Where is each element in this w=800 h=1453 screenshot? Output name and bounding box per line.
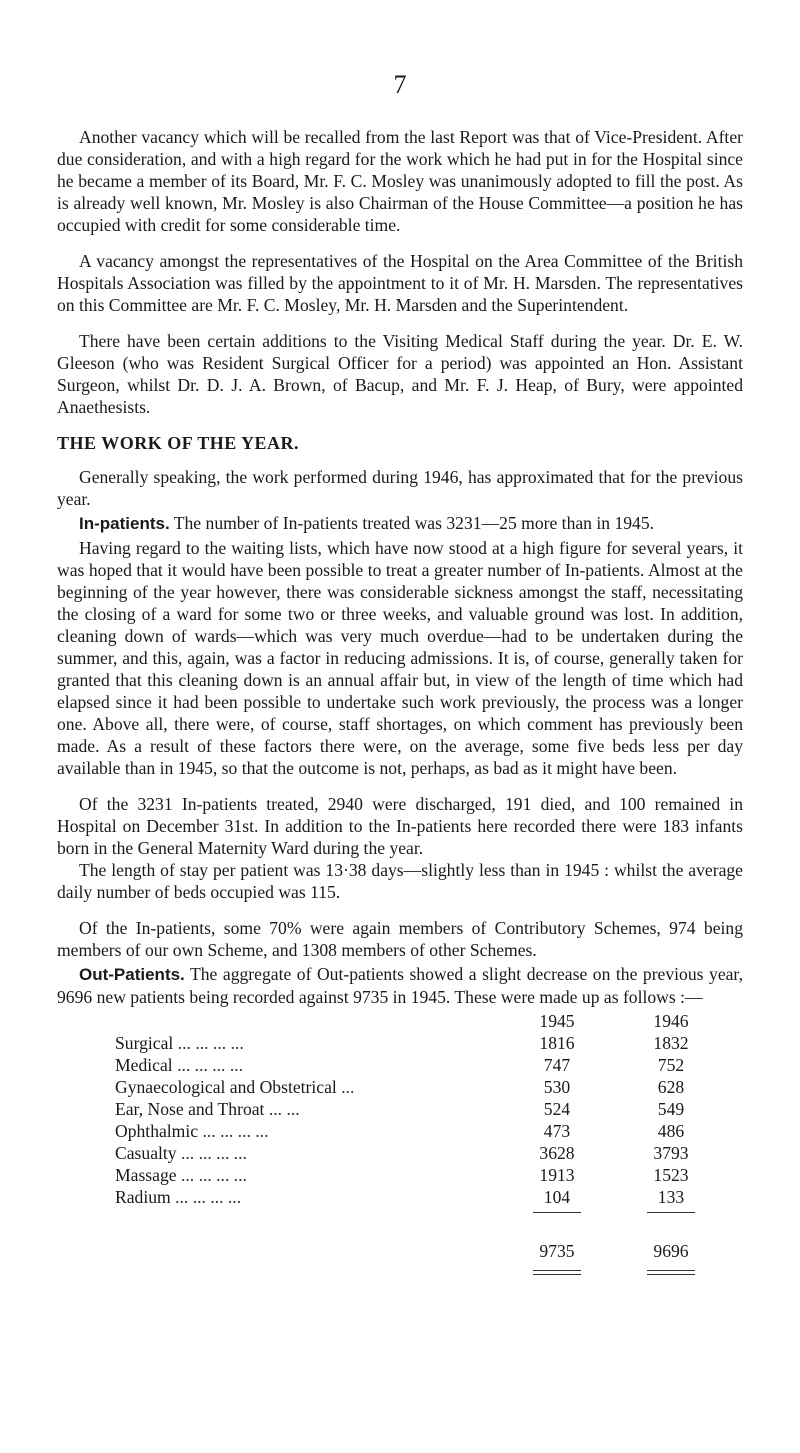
- paragraph-waiting-lists: Having regard to the waiting lists, which have now stood at a high figure for several years, it was hoped that it would have been possible to treat a greater number of In-patients. Almost at the beginning of the year however, there was considerable sickness amongst the staff, necessitating the closing of a ward for some two or three weeks, and valuable ground was lost. In addition, cleaning down of wards—which was very much overdue—had to be undertaken during the summer, and this, again, was a factor in reducing admissions. It is, of course, generally taken for granted that this cleaning down is an annual affair but, in view of the length of time which had elapsed since it had been possible to undertake such work previously, the process was a longer one. Above all, there were, of course, staff shortages, on which comment has previously been made. As a result of these factors there were, on the average, some five beds less per day available than in 1945, so that the outcome is not, perhaps, as bad as it might have been.: [57, 538, 743, 778]
- leader-dots: ... ... ... ...: [175, 1187, 242, 1207]
- row-label: Medical: [115, 1055, 173, 1075]
- total-rule-row: [115, 1208, 703, 1230]
- paragraph-inpatients: [57, 512, 743, 535]
- row-label: Surgical: [115, 1033, 174, 1053]
- value-1945: 747: [543, 1055, 571, 1075]
- value-1946: 1523: [653, 1165, 689, 1185]
- table-row: [115, 1120, 703, 1142]
- paragraph-general: Generally speaking, the work performed during 1946, has approximated that for the previous year.: [57, 467, 743, 509]
- value-1946: 133: [657, 1187, 685, 1207]
- column-header-1946: 1946: [653, 1011, 689, 1031]
- double-rule-row: [115, 1262, 703, 1284]
- leader-dots: ... ... ... ...: [177, 1055, 244, 1075]
- row-label: Ophthalmic: [115, 1121, 199, 1141]
- paragraph-discharged: Of the 3231 In-patients treated, 2940 were discharged, 191 died, and 100 remained in Hospital on December 31st. In addition to the In-patients here recorded there were 183 infants born in the General Maternity Ward during the year.: [57, 794, 743, 858]
- page-number: 7: [393, 70, 407, 99]
- value-1946: 3793: [653, 1143, 689, 1163]
- table-row: [115, 1076, 703, 1098]
- paragraph-medical-staff: There have been certain additions to the Visiting Medical Staff during the year. Dr. E. W. Gleeson (who was Resident Surgical Officer for a period) was appointed an Hon. Assistant Surgeon, whilst Dr. D. J. A. Brown, of Bacup, and Mr. F. J. Heap, of Bury, were appointed Anaethesists.: [57, 331, 743, 417]
- report-body: [57, 126, 743, 1284]
- leader-dots: ... ... ... ...: [202, 1121, 269, 1141]
- value-1945: 3628: [539, 1143, 575, 1163]
- row-label: Radium: [115, 1187, 171, 1207]
- value-1945: 530: [543, 1077, 571, 1097]
- paragraph-area-committee: A vacancy amongst the representatives of the Hospital on the Area Committee of the British Hospitals Association was filled by the appointment to it of Mr. H. Marsden. The representatives on this Committee are Mr. F. C. Mosley, Mr. H. Marsden and the Superintendent.: [57, 251, 743, 315]
- outpatients-text: The aggregate of Out-patients showed a slight decrease on the previous year, 9696 new patients being recorded against 9735 in 1945. These were made up as follows :—: [57, 964, 743, 1007]
- value-1946: 1832: [653, 1033, 689, 1053]
- double-underline: [639, 1270, 703, 1276]
- table-row: [115, 1098, 703, 1120]
- value-1945: 1913: [539, 1165, 575, 1185]
- value-1945: 473: [543, 1121, 571, 1141]
- table-row: [115, 1054, 703, 1076]
- leader-dots: ...: [341, 1077, 355, 1097]
- inpatients-text: The number of In-patients treated was 3231—25 more than in 1945.: [173, 513, 655, 533]
- value-1946: 486: [657, 1121, 685, 1141]
- paragraph-outpatients: [57, 963, 743, 1008]
- outpatients-heading: Out-Patients.: [79, 965, 185, 984]
- paragraph-contributory: Of the In-patients, some 70% were again members of Contributory Schemes, 974 being members of our own Scheme, and 1308 members of other Schemes.: [57, 918, 743, 960]
- leader-dots: ... ... ... ...: [177, 1033, 244, 1053]
- leader-dots: ... ...: [268, 1099, 300, 1119]
- total-1945: 9735: [539, 1241, 575, 1261]
- section-heading-work-of-year: THE WORK OF THE YEAR.: [57, 433, 300, 453]
- value-1945: 524: [543, 1099, 571, 1119]
- paragraph-length-of-stay: The length of stay per patient was 13·38 days—slightly less than in 1945 : whilst the average daily number of beds occupied was 115.: [57, 860, 743, 902]
- value-1946: 628: [657, 1077, 685, 1097]
- value-1946: 549: [657, 1099, 685, 1119]
- value-1945: 1816: [539, 1033, 575, 1053]
- total-row: [115, 1230, 703, 1262]
- inpatients-heading: In-patients.: [79, 514, 170, 533]
- column-header-1945: 1945: [539, 1011, 575, 1031]
- value-1946: 752: [657, 1055, 685, 1075]
- paragraph-vice-president: Another vacancy which will be recalled from the last Report was that of Vice-President. After due consideration, and with a high regard for the work which he had put in for the Hospital since he became a member of its Board, Mr. F. C. Mosley was unanimously adopted to fill the post. As is already well known, Mr. Mosley is also Chairman of the House Committee—a position he has occupied with credit for some considerable time.: [57, 127, 743, 235]
- value-1945: 104: [543, 1187, 571, 1207]
- table-row: [115, 1142, 703, 1164]
- row-label: Ear, Nose and Throat: [115, 1099, 265, 1119]
- row-label: Massage: [115, 1165, 177, 1185]
- table-row: [115, 1186, 703, 1208]
- row-label: Gynaecological and Obstetrical: [115, 1077, 337, 1097]
- double-underline: [525, 1270, 589, 1276]
- leader-dots: ... ... ... ...: [180, 1165, 247, 1185]
- table-row: [115, 1164, 703, 1186]
- outpatients-table: [115, 1010, 703, 1284]
- table-row: [115, 1032, 703, 1054]
- table-header-row: [115, 1010, 703, 1032]
- row-label: Casualty: [115, 1143, 177, 1163]
- total-1946: 9696: [653, 1241, 689, 1261]
- total-rule: [639, 1208, 703, 1230]
- total-rule: [525, 1208, 589, 1230]
- leader-dots: ... ... ... ...: [180, 1143, 247, 1163]
